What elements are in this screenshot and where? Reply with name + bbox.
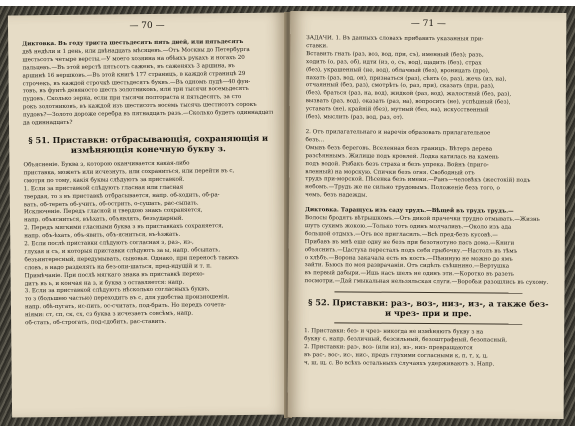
left-dictation-line: пудовъ?—Золото дороже серебра въ пятнадцать разъ.—Сколько будетъ одиннадцать (22, 109, 275, 119)
left-body-line: напр. объясниться, въѣхать, объявлять, безъударный. (24, 215, 184, 224)
right-exercise2-line: 2. Отъ прилагательнаго и наречія образовать прилагательное (305, 129, 491, 137)
left-body-line: вать, об-тереть об-учить, об-острить, о-сушать, рас-сыпать. (23, 199, 199, 208)
right-exercise-line: вызвать (раз, вод), оказать (раз, на), вопросить (не), успѣшный (без), (305, 98, 511, 106)
left-body-line: 3. Если за приставкой слѣдуютъ нѣсколько согласныхъ буквъ, (24, 286, 210, 295)
left-dictation-line: шестьсотъ четыре версты.—У моего хозяина на обѣихъ рукахъ и ногахъ 20 (22, 54, 245, 64)
right-exercise-line: уставать (не), крайній (без), мутный (без, на), искусственный (305, 106, 489, 114)
right-page (288, 11, 567, 419)
section-divider (334, 323, 522, 325)
left-dictation-line: Диктовка. Въ году триста шестьдесятъ пять дней, или пятьдесятъ (22, 39, 244, 48)
right-exercise2-line: безъ... (305, 137, 325, 144)
left-body-line: то з (большею частью) переходитъ въ с, для удобства произношенія, (24, 294, 230, 303)
right-exercise-line: ставки. (306, 43, 328, 50)
left-dictation-line: товъ, въ фунтѣ девяносто шесть золотниковъ, или три тысячи восемьдесятъ (22, 86, 249, 95)
left-body-line: об-стать, об-строгать, под-сдобить, рас-ставить. (25, 318, 167, 327)
right-page-number: — 71 — (410, 18, 446, 30)
right-body-line: ч, ш, щ, с. Во всѣхъ остальныхъ случаяхъ удерживаютъ з. Напр. (303, 359, 495, 368)
right-dictation-line: шутъ сухимъ жокою.—Только тотъ одинъ молчаливъ.—Около изъ ада (304, 223, 512, 231)
right-dictation-line: въ первый дабыри.—Ишь насъ шелъ не одинъ эти.—Коротко въ разеть (304, 270, 514, 278)
left-body-line: Исключеніе. Передъ гласной и твердою знакъ сохраняется, (23, 207, 203, 216)
right-dictation-line: объяснить.—Цастуха пересталъ подъ себя грыбочку.—Настолъ въ тѣмъ (304, 246, 518, 255)
left-body-line: безъинтересный, передумывать, сыновья. Однако, при переносѣ такихъ (24, 254, 239, 264)
left-page (8, 13, 290, 418)
left-body-line: твердая, то з въ приставкѣ отбрасывается, напр. об-ходить, об-ра- (23, 191, 220, 200)
left-body-line: 1. Если за приставкой слѣдуютъ гласная или гласная (23, 184, 184, 192)
right-exercise2-line: подъ водой. Рыбакъ безъ страха и безъ упрека. Войнъ (приго- (305, 160, 489, 169)
right-exercise2-line: разсѣяннымъ. Жилище подъ кровлей. Лодка катилась на камень (305, 152, 499, 161)
right-exercise-line: (без), мыслить (раз, вод, раз, от). (305, 114, 404, 121)
left-dictation-line: рокъ золотниковъ, въ каждой изъ шестисотъ восемь тысячь шестисотъ сорокъ (22, 102, 257, 111)
left-body-line: ніями: ст, сп, ск, сх, сз буква з исчезаетъ совсѣмъ, напр. (25, 310, 194, 319)
left-page-number: — 70 — (129, 20, 165, 32)
left-dictation-line: пудовъ. Сколько зерна, если при тысячи полтораста и пятьдесятъ, за сто (22, 94, 242, 103)
left-body-line: 2. Если послѣ приставки слѣдуютъ согласная з, раз-, из-, (24, 239, 194, 248)
right-exercise-line: ходить (о, раз, об), идти (из, о, съ, вод), щадить (без), страх (306, 58, 482, 67)
right-exercise-line: пахать (раз, вод, он), признаться (раз), сѣять (о, раз), жечь (из, на), (305, 74, 507, 83)
right-body-line: букву с, напр. безличный, безсильный, безоштрафный, безопасный, (304, 336, 508, 344)
right-exercise-line: ЗАДАЧИ. 1. Въ данныхъ словахъ прибавить указанныя при- (306, 35, 484, 43)
right-section-heading: § 52. Приставки: раз-, воз-, низ-, из-, а также без- и чрез- при и пре. (308, 297, 549, 319)
left-body-line: Объясненіе. Буква з, которою оканчивается какая-либо (23, 160, 190, 169)
left-dictation-line: аршинѣ 16 вершковъ.—Въ этой книгѣ 177 страницъ, в каждой страницѣ 29 (22, 70, 246, 79)
left-dictation-line: да одиннадцать? (23, 119, 73, 127)
right-dictation-line: посмотри.—Дай гмыкальная нельзяльская слуги.—Воробьи разошлись въ сухому. (304, 278, 549, 287)
right-exercise-line: отчаянный (без, раз), смотрѣть (о, раз, при), сказать (при, раз), (305, 82, 495, 90)
right-body-line: въ рас-, вос-, ис-, нис-, предъ глухими согласными к, п, т, х, ц, (303, 352, 488, 360)
right-exercise2-line: чемъ, безъ надежды. (305, 192, 368, 199)
right-exercise2-line: небомъ.—Трудъ же не сильно трудовымъ. Положеніе безъ того, о (305, 184, 500, 192)
right-exercise2-line: вленный) на морскую. Спички безъ огня. Свободный отъ (305, 168, 475, 176)
right-body-line: 2. Приставки: раз-, воз- (или из), вз-, низ- превращаются (304, 344, 473, 352)
left-body-line: Примѣчаніе. При послѣ мягкаго знака въ приставкѣ перехо- (24, 271, 205, 279)
left-body-line: напр. обѣ-пугать, ис-пить, ос-считать, под-брать. Но передъ сочета- (24, 302, 226, 311)
left-body-line: приставка, можетъ или исчезнуть, или сохраниться, или перейти въ с, (23, 167, 235, 177)
left-body-line: дитъ въ ь, и кончая на з, и буква з оставляется: напр. (24, 279, 185, 287)
left-body-line: напр. объ-ѣхать, объ-явить, объ-ясниться, въ-ѣзжать. (24, 231, 181, 240)
right-exercise2-line: Омывъ безъ береговъ. Вселенная безъ границъ. Вѣтеръ дерева (305, 144, 493, 153)
right-exercise-line: (без), украшенный (не, вод), облачный (без), вроницать (про), (305, 66, 490, 75)
right-dictation-line: Волосы бродятъ вѣтрышкомъ.—Отъ дикой прачечки трудно отмывать.—Жизнь (304, 215, 540, 223)
section-divider (334, 292, 522, 294)
left-page-text (22, 39, 275, 329)
left-section-heading: § 51. Приставки: отбрасывающія, сохраняющія и измѣняющія конечную букву з. (28, 132, 269, 155)
left-body-line: глухая и съ, и которыя приставки слѣдуютъ за ы, напр. обсыпать, (24, 247, 221, 256)
right-exercise-line: (без), браться (раз, на, вод), жидкой (раз, вод), жалостный (без, раз), (305, 90, 512, 98)
right-dictation-line: о хлѣбъ.—Ворона закачала есть въ кость.—Пѣниную не можно до ямъ (304, 254, 513, 263)
right-body-line: 1. Приставки: без- и чрез- никогда не измѣняютъ букву з на (304, 328, 484, 336)
left-dictation-line: двѣ недѣли и 1 день, или двѣнадцать мѣсяцевъ.—Отъ Москвы до Петербурга (22, 46, 250, 56)
left-body-line: смотря по тому, какія буквы слѣдуютъ за приставкой. (23, 176, 185, 185)
right-page-text (304, 35, 554, 369)
right-exercise-line: Вставить гнать (раз, воз, вод, при, съ), именный (без); разъ, (306, 50, 484, 59)
right-dictation-line: большой отдыхъ.—Отъ все пригласилъ.—Всѣ пред-безъ кусовѣ.— (304, 230, 498, 239)
left-body-line: 2. Передъ мягкими гласными буква з въ приставкахъ сохраняется, (24, 223, 224, 232)
left-body-line: словъ, в надо разделять на без-опи-шаться, пред-идущій и т. п. (24, 263, 212, 272)
left-dictation-line: строчекъ, въ каждой строчкѣ шестьдесятъ буквъ.—Въ одномъ пудѣ—40 фун- (22, 78, 251, 87)
left-dictation-line: пальцевъ.—Въ этой верстѣ пятьсотъ саженъ, въ саженяхъ 3 аршина, въ (22, 62, 235, 72)
right-exercise2-line: трудъ при-морской. Пѣсенка безъ имени.—Ранъ—человѣкъ (жестокій) подъ (305, 176, 531, 185)
right-dictation-line: Диктовка. Таращусь изъ саду трудъ.—Вѣщей въ трудъ трудъ.— (305, 207, 514, 215)
right-dictation-line: зайти. Бьюсь по моя разврачаніи. Отъ сидѣлъ съѣшнино.—Вертушка (304, 262, 510, 271)
right-dictation-line: Прибавъ въ мнѣ еще одну не безъ при безотнотуно пасъ дома.—Книги (304, 238, 515, 247)
